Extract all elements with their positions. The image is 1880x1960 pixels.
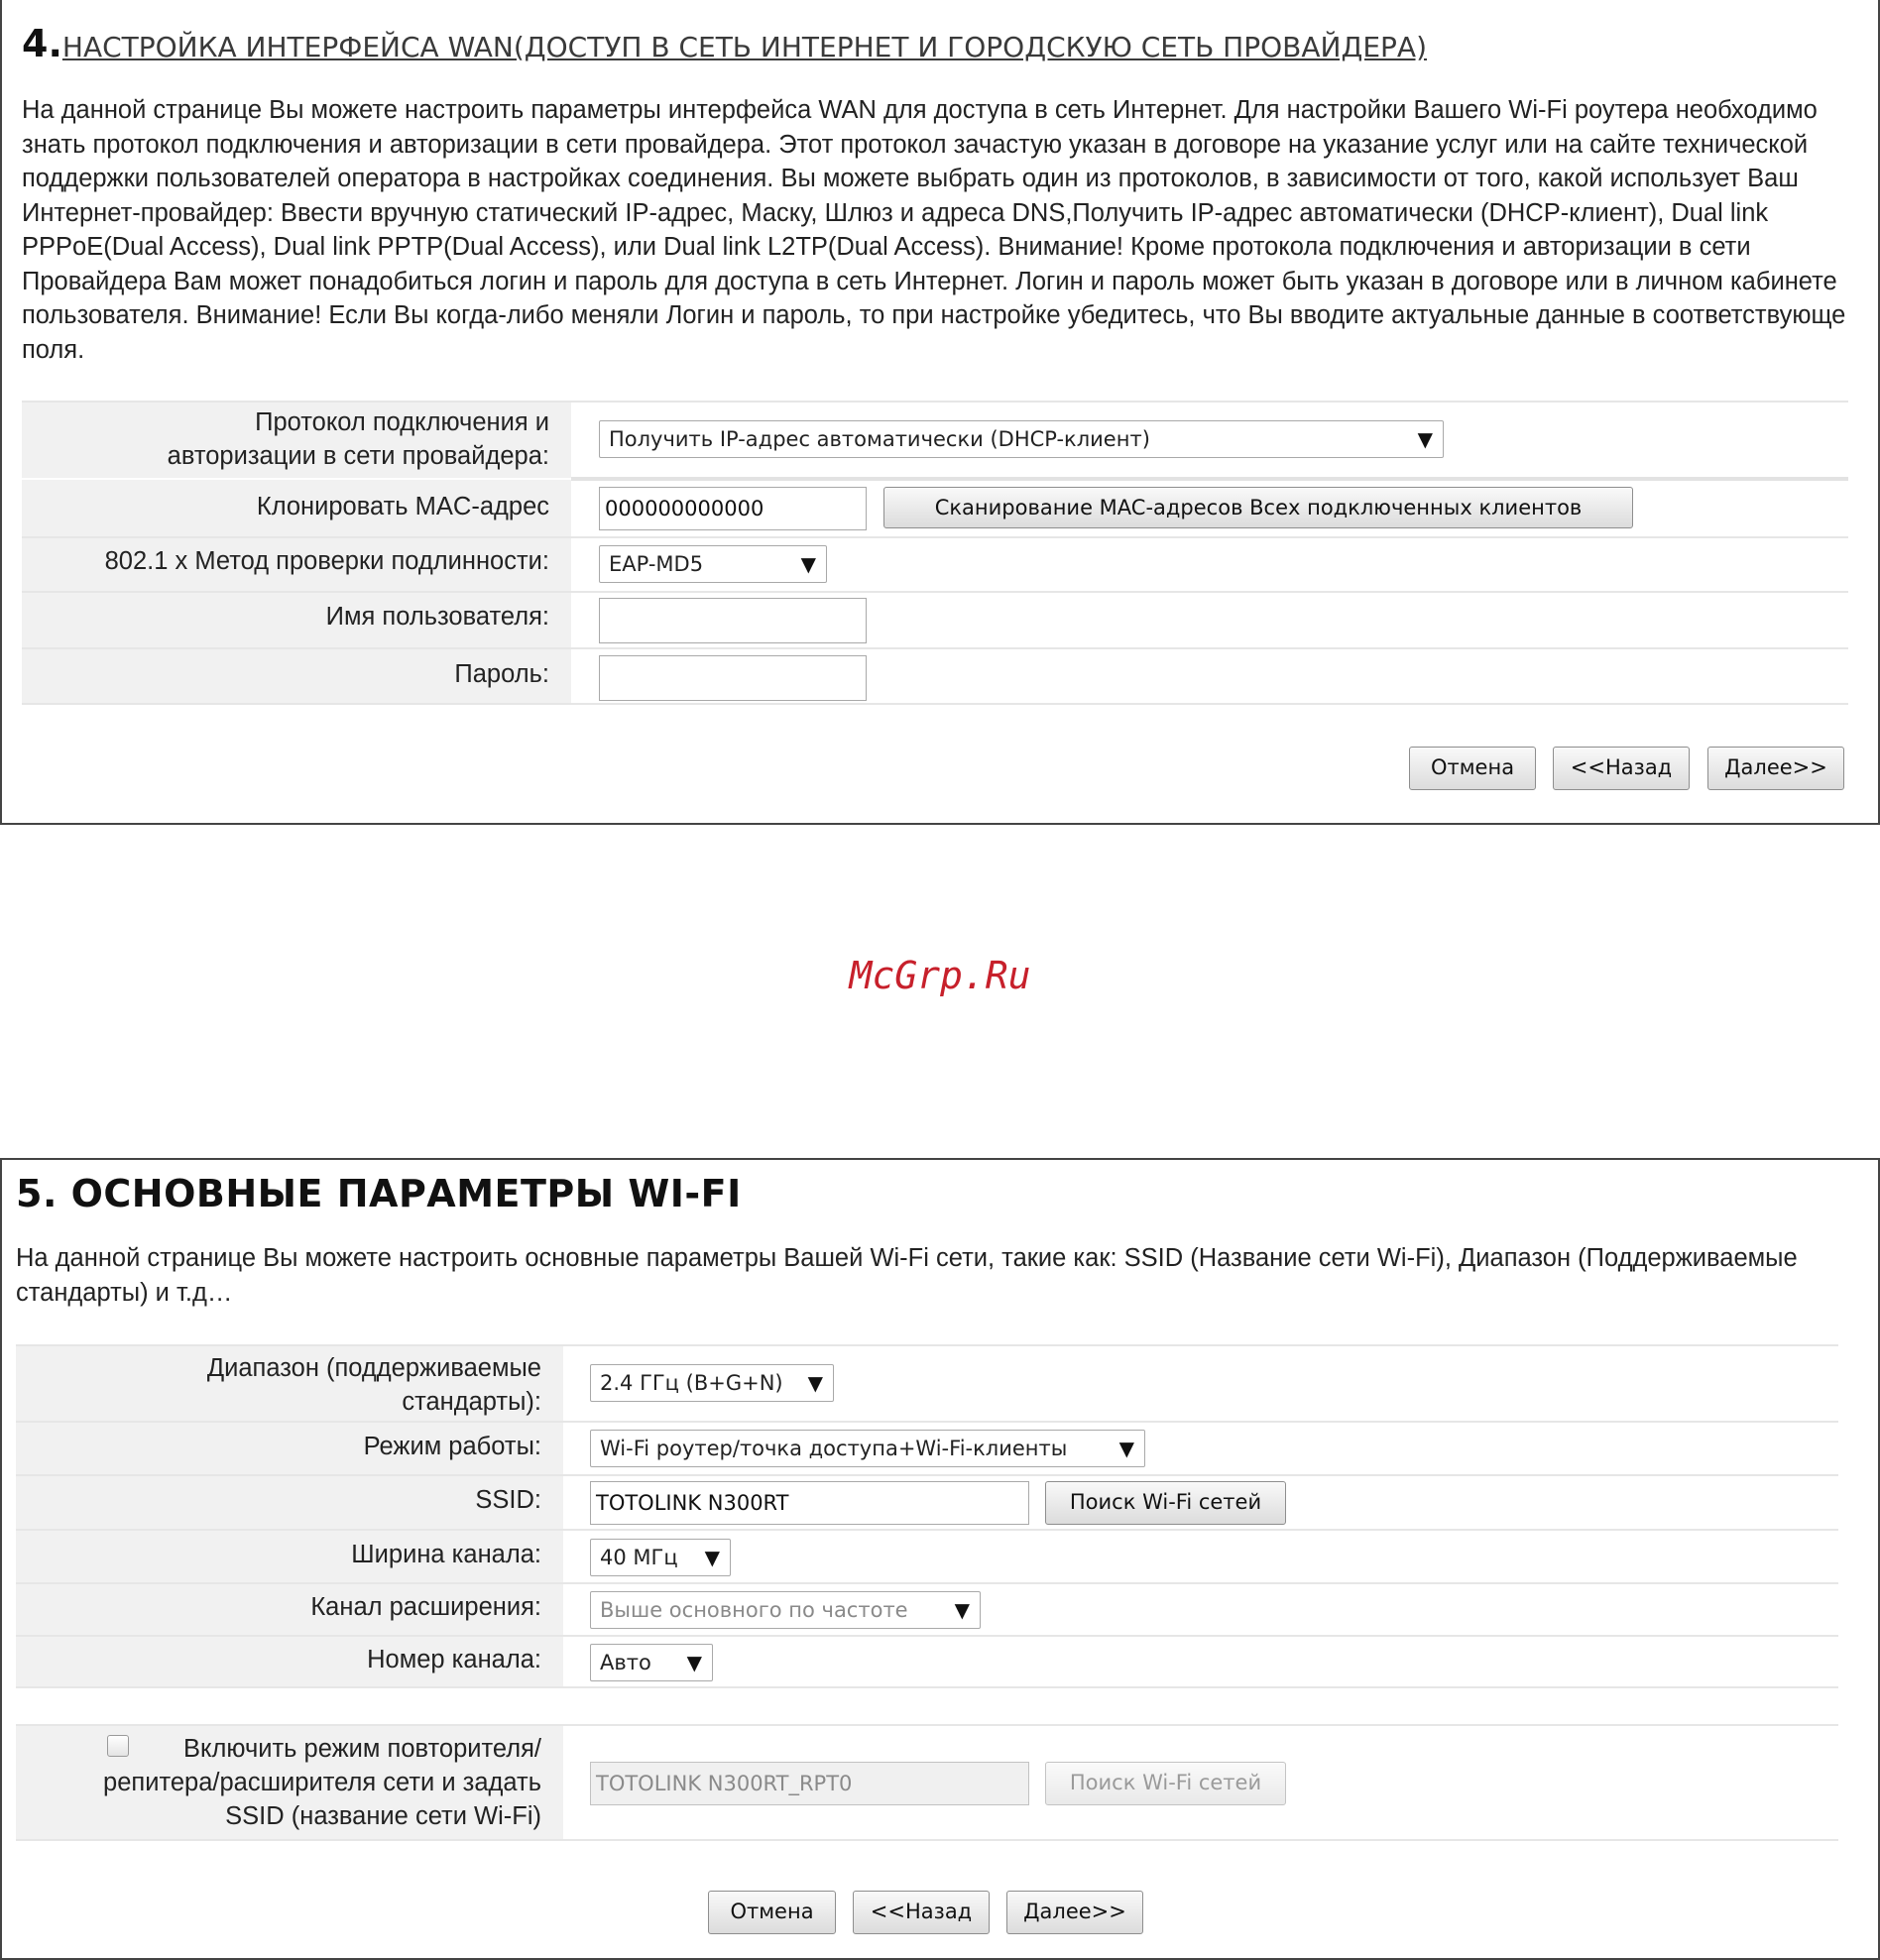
wan-username-label: Имя пользователя: [325,603,549,631]
extension-channel-value: Выше основного по частоте [600,1598,908,1622]
wifi-repeater-label-line3: SSID (название сети Wi-Fi) [225,1802,541,1830]
wifi-ext-label: Канал расширения: [310,1593,541,1621]
wifi-channel-label-cell [16,1637,563,1686]
auth-method-select[interactable] [599,545,827,583]
channel-number-select[interactable] [590,1644,713,1681]
wifi-mode-label-cell [16,1423,563,1474]
wifi-repeater-row [16,1724,1838,1841]
ssid-input[interactable]: TOTOLINK N300RT [590,1481,1029,1525]
wan-title-text: НАСТРОЙКА ИНТЕРФЕЙСА WAN(ДОСТУП В СЕТЬ ИНТЕРНЕТ И ГОРОДСКУЮ СЕТЬ ПРОВАЙДЕРА) [61,31,1427,63]
repeater-search-wifi-button[interactable]: Поиск Wi-Fi сетей [1045,1762,1286,1805]
wifi-channel-label: Номер канала: [367,1646,541,1673]
wan-protocol-label-line1: Протокол подключения и [255,408,549,436]
wan-protocol-label-cell [22,403,571,478]
wifi-band-label [207,1351,541,1419]
scan-mac-button[interactable]: Сканирование MAC-адресов Всех подключенных клиентов [883,487,1633,528]
wan-back-button[interactable]: <<Назад [1553,747,1690,790]
wan-auth-row [22,536,1848,591]
wifi-section-title: 5. ОСНОВНЫЕ ПАРАМЕТРЫ WI-FI [16,1172,742,1215]
username-input[interactable] [599,598,867,643]
channel-width-value: 40 МГц [600,1546,678,1569]
band-select-value: 2.4 ГГц (B+G+N) [600,1371,783,1395]
wifi-repeater-label-cell [16,1726,563,1839]
search-wifi-button[interactable]: Поиск Wi-Fi сетей [1045,1481,1286,1525]
wifi-width-row [16,1529,1838,1582]
wifi-width-label: Ширина канала: [351,1541,541,1568]
wan-mac-label: Клонировать MAC-адрес [256,493,549,520]
wan-title-number: 4. [22,22,62,65]
wifi-width-label-cell [16,1531,563,1582]
chevron-down-icon: ▼ [1118,1437,1134,1460]
wifi-back-button[interactable]: <<Назад [853,1891,990,1934]
band-select[interactable] [590,1364,834,1402]
password-input[interactable] [599,655,867,701]
wifi-cancel-button[interactable]: Отмена [708,1891,836,1934]
wan-password-label: Пароль: [454,660,549,688]
wifi-band-row [16,1344,1838,1421]
chevron-down-icon: ▼ [704,1546,720,1569]
wifi-mode-row [16,1421,1838,1474]
wan-username-row [22,591,1848,647]
repeater-ssid-input[interactable]: TOTOLINK N300RT_RPT0 [590,1762,1029,1805]
mac-address-input[interactable]: 000000000000 [599,487,867,530]
wifi-mode-label: Режим работы: [363,1433,541,1460]
auth-method-value: EAP-MD5 [609,552,704,576]
wan-password-label-cell [22,649,571,703]
wifi-ext-label-cell [16,1584,563,1635]
wifi-band-label-line2: стандарты): [402,1388,541,1416]
wifi-ext-row [16,1582,1838,1635]
wan-protocol-select-value: Получить IP-адрес автоматически (DHCP-клиент) [609,427,1150,451]
wifi-ssid-label-cell [16,1476,563,1529]
channel-number-value: Авто [600,1651,651,1674]
wan-protocol-label-line2: авторизации в сети провайдера: [167,442,549,470]
wan-protocol-label [168,405,549,473]
mode-select[interactable] [590,1430,1145,1467]
wan-mac-label-cell [22,480,571,536]
channel-width-select[interactable] [590,1539,731,1576]
wan-protocol-row [22,401,1848,478]
wan-section-title [22,22,1427,65]
chevron-down-icon: ▼ [686,1651,702,1674]
wifi-channel-row [16,1635,1838,1688]
wan-username-label-cell [22,593,571,647]
wifi-repeater-label-line2: репитера/расширителя сети и задать [103,1769,541,1796]
chevron-down-icon: ▼ [800,552,816,576]
mode-select-value: Wi-Fi роутер/точка доступа+Wi-Fi-клиенты [600,1437,1068,1460]
chevron-down-icon: ▼ [807,1371,823,1395]
wifi-repeater-label-line1: Включить режим повторителя/ [183,1735,541,1763]
wifi-band-label-line1: Диапазон (поддерживаемые [206,1354,541,1382]
wifi-ssid-label: SSID: [475,1486,541,1514]
wifi-ssid-row [16,1474,1838,1529]
wan-mac-row [22,480,1848,536]
extension-channel-select[interactable] [590,1591,981,1629]
wan-protocol-select[interactable] [599,420,1444,458]
chevron-down-icon: ▼ [954,1598,970,1622]
wan-description: На данной странице Вы можете настроить параметры интерфейса WAN для доступа в сеть Интернет. Для настройки Вашего Wi-Fi роутера необходимо знать протокол подключения и авторизации в сети провайдера. Этот протокол зачастую указан в договоре на указание услуг или на сайте технической поддержки пользователей оператора в настройках соединения. Вы можете выбрать один из протоколов, в зависимости от того, какой использует Ваш Интернет-провайдер: Ввести вручную статический IP-адрес, Маску, Шлюз и адреса DNS,Получить IP-адрес автоматически (DHCP-клиент), Dual link PPPoE(Dual Access), Dual link PPTP(Dual Access), или Dual link L2TP(Dual Access). Внимание! Кроме протокола подключения и авторизации в сети Провайдера Вам может понадобиться логин и пароль для доступа в сеть Интернет. Логин и пароль может быть указан в договоре или в личном кабинете пользователя. Внимание! Если Вы когда-либо меняли Логин и пароль, то при настройке убедитесь, что Вы вводите актуальные данные в соответствующе поля. [22,96,1846,364]
wan-auth-label-cell [22,538,571,591]
wifi-description: На данной странице Вы можете настроить основные параметры Вашей Wi-Fi сети, такие как: SSID (Название сети Wi-Fi), Диапазон (Поддерживаемые стандарты) и т.д… [16,1244,1798,1307]
wan-cancel-button[interactable]: Отмена [1409,747,1536,790]
wan-next-button[interactable]: Далее>> [1707,747,1844,790]
wifi-next-button[interactable]: Далее>> [1006,1891,1143,1934]
site-watermark: McGrp.Ru [849,954,1031,997]
wan-password-row [22,647,1848,705]
wifi-band-label-cell [16,1346,563,1421]
wan-auth-label: 802.1 x Метод проверки подлинности: [104,547,549,575]
chevron-down-icon: ▼ [1417,427,1433,451]
wifi-repeater-label [103,1732,541,1833]
